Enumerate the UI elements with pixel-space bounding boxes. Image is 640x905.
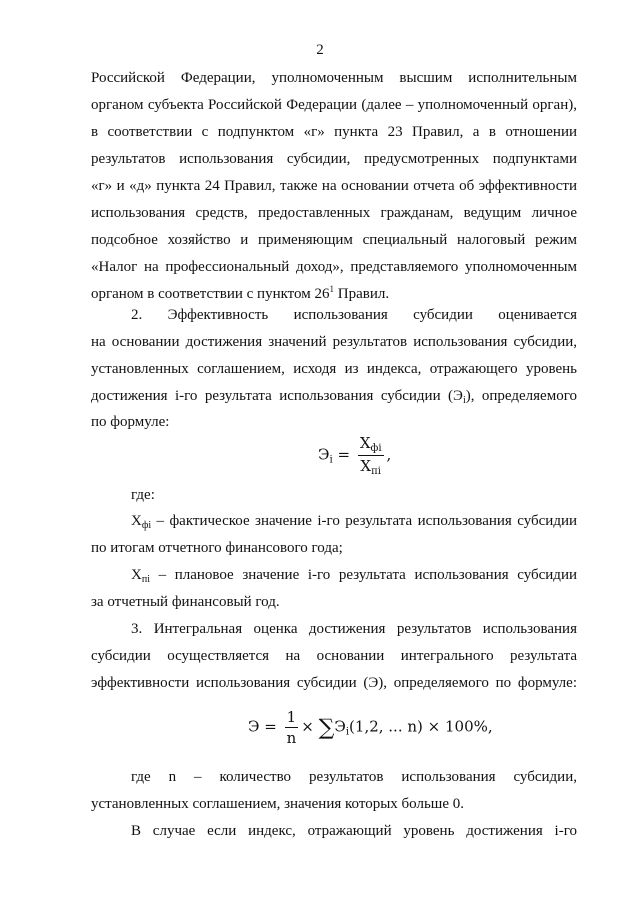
section-3-heading-line: 3. Интегральная оценка достижения результатов использования	[131, 621, 577, 637]
sum-symbol: ∑	[318, 715, 335, 741]
paragraph-line: по формуле:	[91, 414, 170, 430]
paragraph-line: использования средств, предоставленных гражданам, ведущим личное	[91, 205, 577, 221]
paragraph-line: «г» и «д» пункта 24 Правил, также на основании отчета об эффективности	[91, 178, 577, 194]
paragraph-line: подсобное хозяйство и применяющим специальный налоговый режим	[91, 232, 577, 248]
paragraph-line: по итогам отчетного финансового года;	[91, 540, 343, 556]
formula-efficiency-index: $Э_i$ = $\frac{X_{фi}}{X_{пi}}$ ,	[318, 434, 392, 477]
definition-fact-value: $X_{фi}$ – фактическое значение i-го результата использования субсидии	[131, 513, 577, 531]
where-label: где:	[131, 487, 155, 503]
definition-plan-value: $X_{пi}$ – плановое значение i-го результата использования субсидии	[131, 567, 577, 585]
section-2-heading-line: 2. Эффективность использования субсидии оценивается	[131, 307, 577, 323]
paragraph-line: результатов использования субсидии, предусмотренных подпунктами	[91, 151, 577, 167]
paragraph-line: Российской Федерации, уполномоченным высшим исполнительным	[91, 70, 577, 86]
paragraph-line: где n – количество результатов использования субсидии,	[131, 769, 577, 785]
page-number: 2	[316, 42, 324, 58]
paragraph-line: за отчетный финансовый год.	[91, 594, 280, 610]
paragraph-line: достижения i-го результата использования субсидии $(Э_i)$, определяемого	[91, 388, 577, 406]
formula-integral-estimate: Э = $\frac{1}{n}$ × $\sum Э_i(1,2$, ... n) × 100%,	[248, 708, 493, 747]
paragraph-line: установленных соглашением, исходя из индекса, отражающего уровень	[91, 361, 577, 377]
paragraph-line: в соответствии с подпунктом «г» пункта 23 Правил, а в отношении	[91, 124, 577, 140]
paragraph-line: субсидии осуществляется на основании интегрального результата	[91, 648, 577, 664]
paragraph-line: органом в соответствии с пунктом $26^1$ Правил.	[91, 284, 390, 302]
fraction: $\frac{1}{n}$	[286, 708, 297, 747]
paragraph-line: органом субъекта Российской Федерации (далее – уполномоченный орган),	[91, 97, 577, 113]
superscript: 1	[329, 284, 334, 294]
paragraph-line: на основании достижения значений результатов использования субсидии,	[91, 334, 577, 350]
paragraph-line: В случае если индекс, отражающий уровень достижения i-го	[131, 823, 577, 839]
paragraph-line: эффективности использования субсидии (Э), определяемого по формуле:	[91, 675, 577, 691]
fraction: $\frac{X_{фi}}{X_{пi}}$	[359, 434, 382, 477]
paragraph-line: установленных соглашением, значения которых больше 0.	[91, 796, 464, 812]
paragraph-line: «Налог на профессиональный доход», представляемого уполномоченным	[91, 259, 577, 275]
